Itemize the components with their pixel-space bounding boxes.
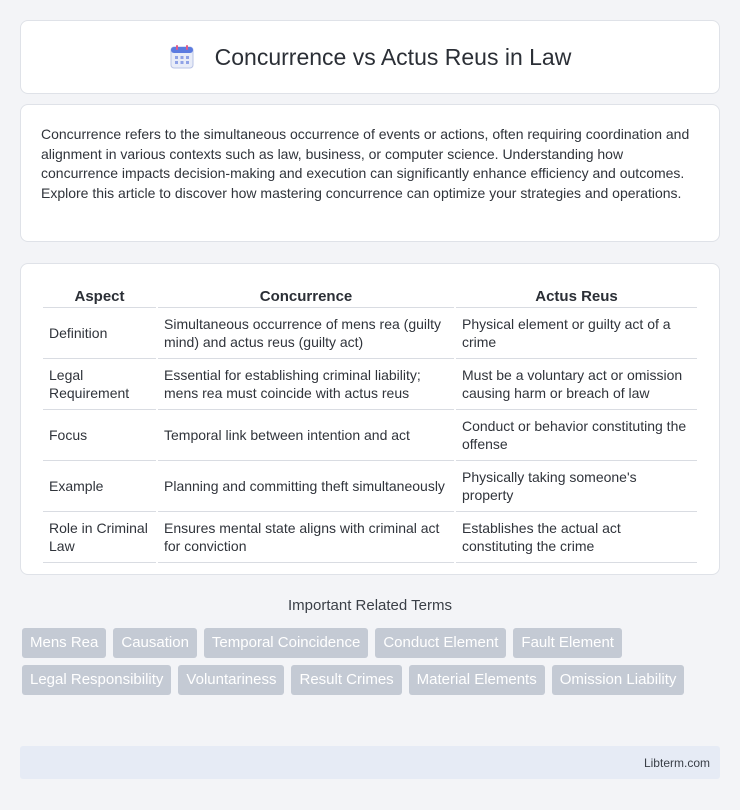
footer bbox=[20, 746, 720, 779]
term-tag[interactable]: Omission Liability bbox=[552, 665, 685, 695]
comparison-card bbox=[20, 263, 720, 575]
cell-concurrence: Planning and committing theft simultaneously bbox=[158, 461, 454, 512]
term-tag[interactable]: Voluntariness bbox=[178, 665, 284, 695]
calendar-icon bbox=[169, 44, 195, 70]
page-title: Concurrence vs Actus Reus in Law bbox=[214, 43, 572, 70]
cell-actus-reus: Must be a voluntary act or omission causing harm or breach of law bbox=[456, 359, 697, 410]
cell-aspect: Focus bbox=[43, 410, 156, 461]
cell-concurrence: Temporal link between intention and act bbox=[158, 410, 454, 461]
term-tag[interactable]: Legal Responsibility bbox=[22, 665, 171, 695]
cell-aspect: Legal Requirement bbox=[43, 359, 156, 410]
cell-aspect: Definition bbox=[43, 308, 156, 359]
term-tag[interactable]: Fault Element bbox=[513, 628, 622, 658]
title-card bbox=[20, 20, 720, 94]
cell-aspect: Role in Criminal Law bbox=[43, 512, 156, 563]
footer-site-link[interactable]: Libterm.com bbox=[643, 756, 710, 770]
header-concurrence: Concurrence bbox=[158, 284, 454, 308]
cell-actus-reus: Physically taking someone's property bbox=[456, 461, 697, 512]
related-terms-list bbox=[22, 628, 722, 695]
comparison-table bbox=[41, 284, 699, 563]
cell-actus-reus: Physical element or guilty act of a crime bbox=[456, 308, 697, 359]
cell-aspect: Example bbox=[43, 461, 156, 512]
table-row bbox=[43, 359, 697, 410]
cell-concurrence: Simultaneous occurrence of mens rea (guilty mind) and actus reus (guilty act) bbox=[158, 308, 454, 359]
term-tag[interactable]: Material Elements bbox=[409, 665, 545, 695]
header-aspect: Aspect bbox=[43, 284, 156, 308]
term-tag[interactable]: Conduct Element bbox=[375, 628, 506, 658]
term-tag[interactable]: Causation bbox=[113, 628, 197, 658]
table-row bbox=[43, 410, 697, 461]
header-actus-reus: Actus Reus bbox=[456, 284, 697, 308]
term-tag[interactable]: Result Crimes bbox=[291, 665, 401, 695]
term-tag[interactable]: Mens Rea bbox=[22, 628, 106, 658]
related-terms-title: Important Related Terms bbox=[288, 597, 452, 614]
term-tag[interactable]: Temporal Coincidence bbox=[204, 628, 368, 658]
cell-concurrence: Ensures mental state aligns with criminal act for conviction bbox=[158, 512, 454, 563]
cell-actus-reus: Conduct or behavior constituting the offense bbox=[456, 410, 697, 461]
cell-actus-reus: Establishes the actual act constituting the crime bbox=[456, 512, 697, 563]
intro-card bbox=[20, 104, 720, 242]
intro-text: Concurrence refers to the simultaneous occurrence of events or actions, often requiring coordination and alignment in various contexts such as law, business, or computer science. Understanding how concurrence impacts decision-making and execution can significantly enhance efficiency and outcomes. Explore this article to discover how mastering concurrence can optimize your strategies and operations. bbox=[41, 126, 690, 201]
table-row bbox=[43, 461, 697, 512]
table-row bbox=[43, 308, 697, 359]
table-row bbox=[43, 512, 697, 563]
cell-concurrence: Essential for establishing criminal liability; mens rea must coincide with actus reus bbox=[158, 359, 454, 410]
